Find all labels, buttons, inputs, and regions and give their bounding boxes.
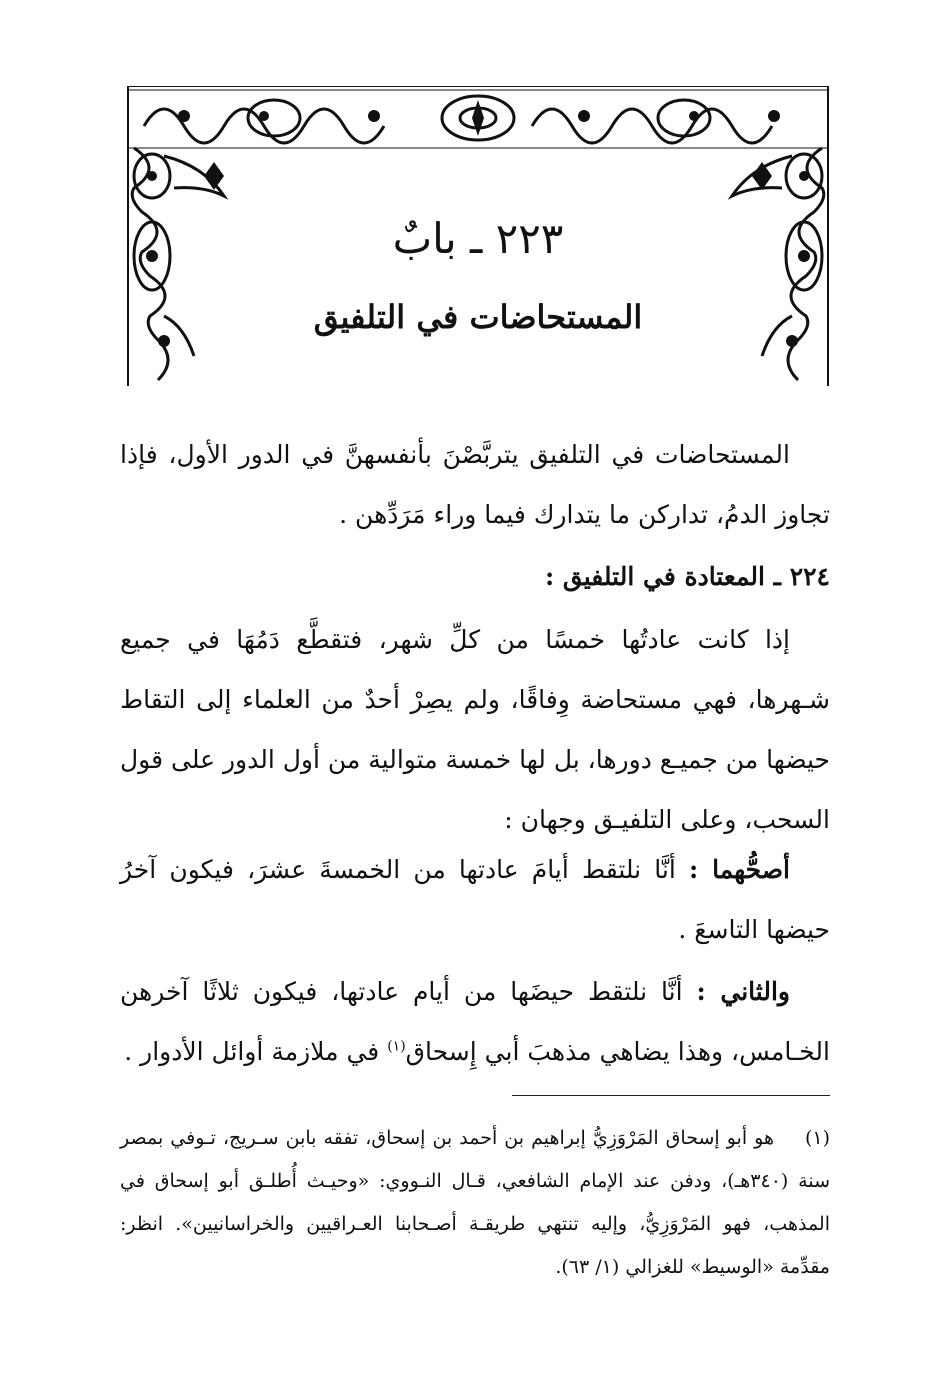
second-view-paragraph	[120, 962, 830, 1082]
footnote	[120, 1117, 830, 1289]
chapter-title: المستحاضات في التلفيق	[313, 298, 643, 336]
ornamental-header-frame	[124, 86, 832, 386]
footnote-text: هو أبو إسحاق المَرْوَزِيُّ إبراهيم بن أحمد بن إسحاق، تفقه بابن سـريج، تـوفي بمصر سنة (٣٤٠هـ)، ودفن عند الإمام الشافعي، قـال النـووي: «وحيـث أُطلـق أبو إسحاق في المذهب، فهو المَرْوَزِيُّ، وإليه تنتهي طريقـة أصـحابنا العـراقيين والخراسانيين». انظر: مقدِّمة «الوسيط» للغزالي (١/ ٦٣).	[120, 1127, 831, 1278]
second-view-text: أنَّا نلتقط حيضَها من أيام عادتها، فيكون ثلاثًا آخرهن الخـامس، وهذا يضاهي مذهبَ أبي إِسحاق	[120, 977, 830, 1066]
second-view-label: والثاني :	[696, 977, 790, 1006]
section-paragraph: إذا كانت عادتُها خمسًا من كلِّ شهر، فتقطَّع دَمُهَا في جميع شـهرها، فهي مستحاضة وِفاقًا، ولم يصِرْ أحدٌ من العلماء إلى التقاط حيضها من جميـع دورها، بل لها خمسة متوالية من أول الدور على قول السحب، وعلى التلفيـق وجهان :	[120, 625, 830, 834]
footnote-number: (١)	[804, 1127, 830, 1149]
footnote-divider	[512, 1095, 830, 1096]
footnote-marker[interactable]: (١)	[387, 1038, 406, 1055]
opening-paragraph: المستحاضات في التلفيق يتربَّصْنَ بأنفسهنَّ في الدور الأول، فإذا تجاوز الدمُ، تداركن ما يتدارك فيما وراء مَرَدِّهن .	[120, 440, 830, 529]
first-view-paragraph	[120, 840, 830, 960]
first-view-text: أنَّا نلتقط أيامَ عادتها من الخمسةَ عشرَ، فيكون آخرُ حيضها التاسعَ .	[120, 855, 830, 944]
second-view-text-end: في ملازمة أوائل الأدوار .	[124, 1037, 380, 1066]
section-heading: ٢٢٤ ـ المعتادة في التلفيق :	[544, 562, 830, 591]
first-view-label: أصحُّهما :	[688, 855, 790, 884]
chapter-number: ٢٢٣ ـ بابٌ	[392, 214, 564, 263]
